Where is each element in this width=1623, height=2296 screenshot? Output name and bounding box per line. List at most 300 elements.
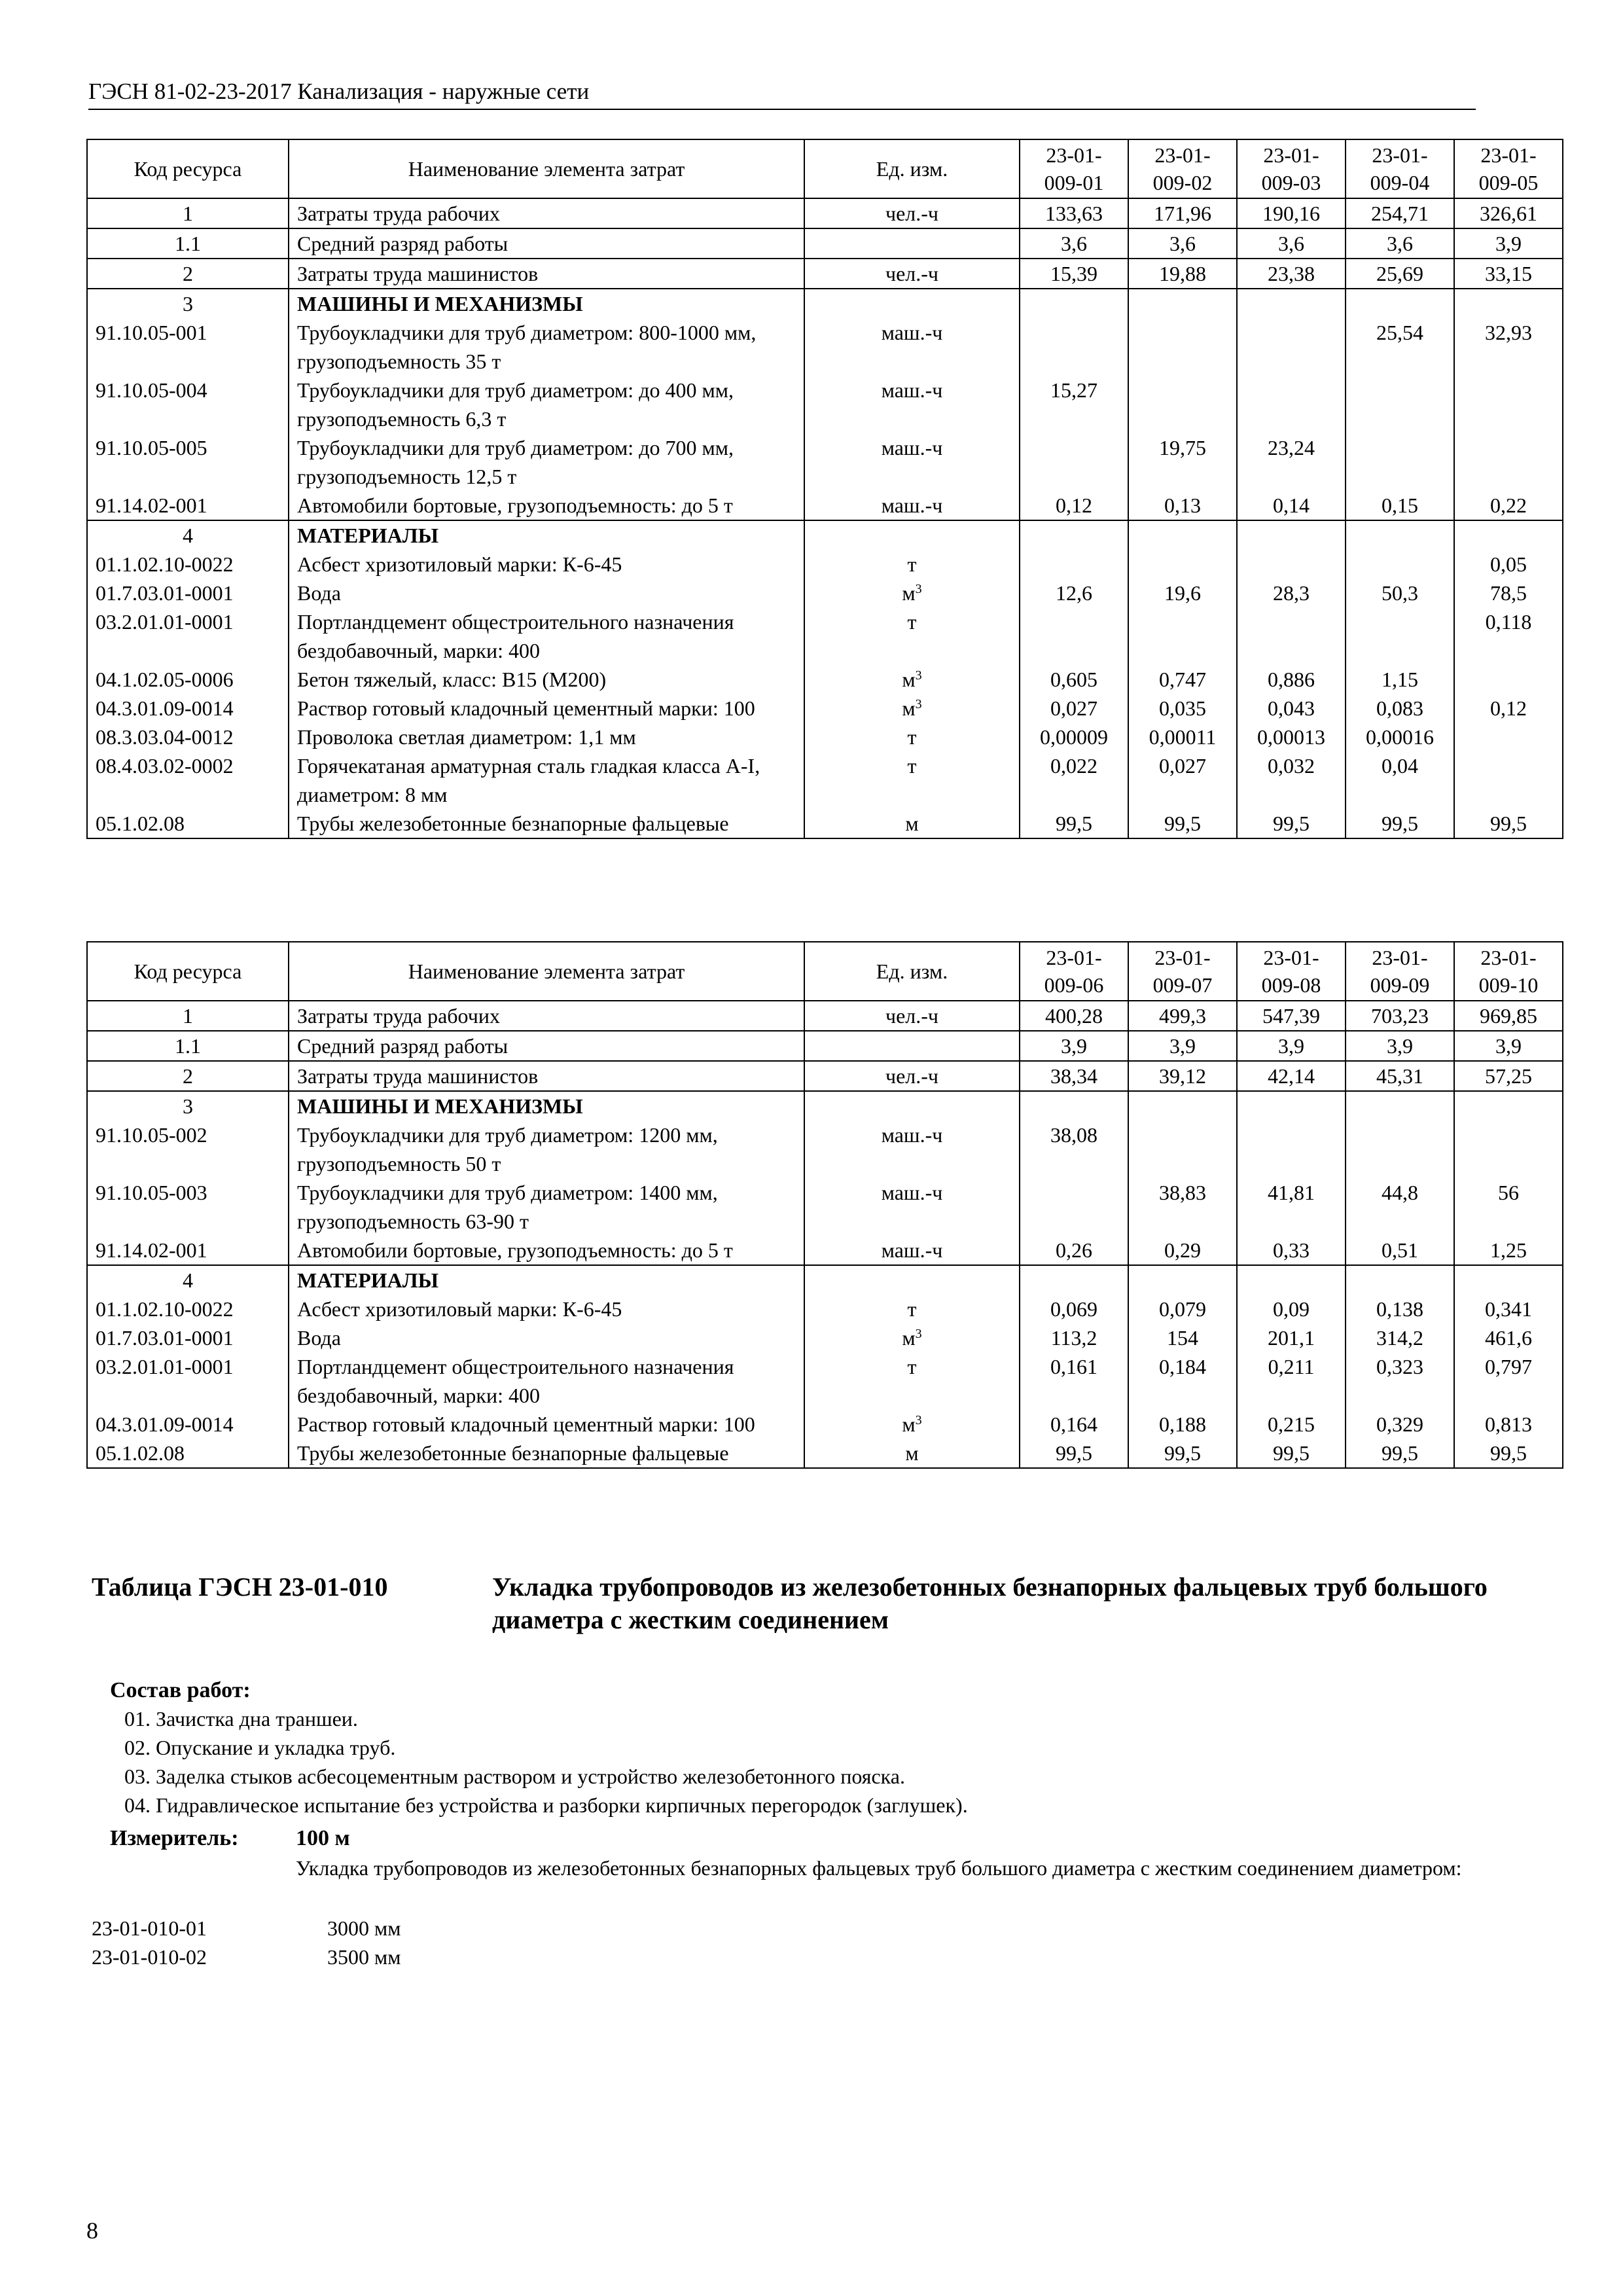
rate-value: 99,5 [1128,1439,1237,1468]
resource-name: Асбест хризотиловый марки: К-6-45 [289,1295,804,1323]
unit-text: м [905,812,919,835]
resource-code: 03.2.01.01-0001 [87,1352,289,1410]
rate-code: 23-01-010-02 [92,1945,207,1969]
resource-name: Средний разряд работы [289,228,804,259]
rate-value: 99,5 [1454,1439,1563,1468]
rate-value: 99,5 [1020,809,1128,838]
column-header-rate: 23-01-009-05 [1454,139,1563,198]
rate-value: 171,96 [1128,198,1237,228]
rate-value: 0,161 [1020,1352,1128,1410]
resource-unit [804,607,1020,665]
rate-value [1020,289,1128,318]
rate-value: 499,3 [1128,1001,1237,1031]
table-row [87,376,1563,433]
resource-unit [804,1031,1020,1061]
rate-value: 0,797 [1454,1352,1563,1410]
rate-value: 0,022 [1020,751,1128,809]
rate-value: 3,6 [1237,228,1346,259]
rate-value: 99,5 [1237,1439,1346,1468]
rate-value [1454,1091,1563,1121]
rate-value: 0,813 [1454,1410,1563,1439]
resource-unit [804,198,1020,228]
rate-value: 547,39 [1237,1001,1346,1031]
table-row [87,1323,1563,1352]
unit-text: чел.-ч [885,202,938,225]
resource-name: Трубы железобетонные безнапорные фальцевые [289,1439,804,1468]
table-row [87,433,1563,491]
meter-label: Измеритель: [110,1826,239,1850]
rate-value [1454,665,1563,694]
rate-value: 1,15 [1346,665,1454,694]
page-number: 8 [86,2217,98,2244]
rate-value [1454,289,1563,318]
rate-value [1128,376,1237,433]
rate-value: 3,6 [1346,228,1454,259]
column-header-code: Код ресурса [87,139,289,198]
rate-value [1128,289,1237,318]
unit-superscript: 3 [915,1413,922,1427]
resource-unit [804,259,1020,289]
rate-value [1020,318,1128,376]
work-item: 02. Опускание и укладка труб. [124,1736,396,1759]
rate-value: 0,079 [1128,1295,1237,1323]
rate-value: 99,5 [1128,809,1237,838]
rate-value: 3,9 [1454,1031,1563,1061]
rate-diameter: 3000 мм [327,1916,401,1940]
resource-code: 04.1.02.05-0006 [87,665,289,694]
resource-unit [804,1178,1020,1236]
resource-name: Затраты труда машинистов [289,1061,804,1091]
rate-value: 190,16 [1237,198,1346,228]
table-row [87,694,1563,723]
column-header-unit: Ед. изм. [804,139,1020,198]
resource-name: Портландцемент общестроительного назначения бездобавочный, марки: 400 [289,607,804,665]
rate-value: 0,341 [1454,1295,1563,1323]
rate-value: 326,61 [1454,198,1563,228]
rate-value: 0,29 [1128,1236,1237,1265]
rate-code: 23-01-010-01 [92,1916,207,1940]
table-row [87,520,1563,550]
rate-value: 0,09 [1237,1295,1346,1323]
resource-name: Затраты труда рабочих [289,1001,804,1031]
rate-value: 0,05 [1454,550,1563,579]
rate-value [1237,1091,1346,1121]
table-row [87,491,1563,520]
resource-name: Затраты труда рабочих [289,198,804,228]
resource-name: Проволока светлая диаметром: 1,1 мм [289,723,804,751]
table-label: Таблица ГЭСН 23-01-010 [92,1572,388,1602]
rate-value: 78,5 [1454,579,1563,607]
table-row [87,318,1563,376]
resource-name: Вода [289,579,804,607]
unit-superscript: 3 [915,1327,922,1341]
rate-value [1346,1265,1454,1295]
rate-value: 23,24 [1237,433,1346,491]
work-item: 04. Гидравлическое испытание без устройства и разборки кирпичных перегородок (заглушек). [124,1793,968,1817]
resource-unit [804,1061,1020,1091]
resource-name: Раствор готовый кладочный цементный марки: 100 [289,1410,804,1439]
unit-text: чел.-ч [885,1004,938,1028]
rate-value [1020,520,1128,550]
rate-value: 99,5 [1454,809,1563,838]
resource-code: 4 [87,520,289,550]
rate-value [1020,433,1128,491]
rate-value [1128,550,1237,579]
rate-value [1346,520,1454,550]
resource-name: Трубоукладчики для труб диаметром: 1200 мм, грузоподъемность 50 т [289,1121,804,1178]
resource-code: 1.1 [87,1031,289,1061]
table-row [87,1091,1563,1121]
resource-code: 01.7.03.01-0001 [87,579,289,607]
unit-text: т [907,725,917,749]
rate-value [1128,1091,1237,1121]
resource-code: 91.10.05-003 [87,1178,289,1236]
rate-value [1237,550,1346,579]
table-row [87,1121,1563,1178]
resource-code: 05.1.02.08 [87,809,289,838]
resource-name: Горячекатаная арматурная сталь гладкая класса А-I, диаметром: 8 мм [289,751,804,809]
rate-value: 23,38 [1237,259,1346,289]
rate-value: 56 [1454,1178,1563,1236]
unit-text: маш.-ч [881,1123,943,1147]
table-row [87,550,1563,579]
rate-value [1020,1265,1128,1295]
rate-value [1237,520,1346,550]
unit-text: маш.-ч [881,321,943,344]
resource-code: 1 [87,1001,289,1031]
rate-value: 0,12 [1454,694,1563,723]
rate-value [1020,550,1128,579]
unit-text: маш.-ч [881,378,943,402]
rate-value: 25,54 [1346,318,1454,376]
table-row [87,289,1563,318]
resource-code: 05.1.02.08 [87,1439,289,1468]
rate-value [1346,550,1454,579]
resource-code: 91.10.05-001 [87,318,289,376]
rate-value: 0,211 [1237,1352,1346,1410]
resource-name: Средний разряд работы [289,1031,804,1061]
resource-code: 91.14.02-001 [87,1236,289,1265]
rate-value: 400,28 [1020,1001,1128,1031]
rate-value: 3,9 [1346,1031,1454,1061]
column-header-name: Наименование элемента затрат [289,942,804,1001]
unit-text: маш.-ч [881,493,943,517]
rate-value: 0,027 [1128,751,1237,809]
rate-value [1454,1265,1563,1295]
resource-unit [804,1410,1020,1439]
rate-value: 703,23 [1346,1001,1454,1031]
resource-code: 3 [87,1091,289,1121]
resource-table-2 [86,941,1563,1469]
resource-unit [804,1091,1020,1121]
rate-value: 0,22 [1454,491,1563,520]
rate-value [1020,607,1128,665]
resource-unit [804,1265,1020,1295]
rate-value: 3,9 [1237,1031,1346,1061]
column-header-rate: 23-01-009-08 [1237,942,1346,1001]
resource-code: 04.3.01.09-0014 [87,1410,289,1439]
rate-value: 50,3 [1346,579,1454,607]
column-header-rate: 23-01-009-09 [1346,942,1454,1001]
resource-unit [804,1352,1020,1410]
resource-name: Трубоукладчики для труб диаметром: 1400 мм, грузоподъемность 63-90 т [289,1178,804,1236]
rate-value: 0,138 [1346,1295,1454,1323]
resource-name: Трубоукладчики для труб диаметром: до 700 мм, грузоподъемность 12,5 т [289,433,804,491]
rate-value [1346,376,1454,433]
rate-value: 133,63 [1020,198,1128,228]
rate-value: 15,27 [1020,376,1128,433]
resource-name: Затраты труда машинистов [289,259,804,289]
rate-value: 99,5 [1020,1439,1128,1468]
rate-value: 0,184 [1128,1352,1237,1410]
rate-value: 44,8 [1346,1178,1454,1236]
unit-text: м [902,1326,916,1350]
column-header-rate: 23-01-009-10 [1454,942,1563,1001]
table-row [87,1295,1563,1323]
work-item: 03. Заделка стыков асбесоцементным раствором и устройство железобетонного пояска. [124,1765,905,1788]
resource-unit [804,751,1020,809]
column-header-rate: 23-01-009-01 [1020,139,1128,198]
resource-code: 01.1.02.10-0022 [87,1295,289,1323]
rate-value: 57,25 [1454,1061,1563,1091]
unit-text: чел.-ч [885,1064,938,1088]
rate-value [1237,607,1346,665]
resource-code: 2 [87,259,289,289]
rate-value: 201,1 [1237,1323,1346,1352]
table-row [87,259,1563,289]
resource-unit [804,665,1020,694]
rate-value: 969,85 [1454,1001,1563,1031]
rate-value: 3,6 [1020,228,1128,259]
rate-value [1346,1091,1454,1121]
resource-code: 2 [87,1061,289,1091]
table-row [87,723,1563,751]
rate-value [1346,607,1454,665]
rate-value: 0,51 [1346,1236,1454,1265]
rate-value [1237,1121,1346,1178]
table-row [87,1031,1563,1061]
rate-value: 19,88 [1128,259,1237,289]
table-row [87,579,1563,607]
rate-value: 0,747 [1128,665,1237,694]
column-header-rate: 23-01-009-02 [1128,139,1237,198]
rate-value: 0,164 [1020,1410,1128,1439]
resource-unit [804,1001,1020,1031]
rate-value: 461,6 [1454,1323,1563,1352]
resource-name: МАШИНЫ И МЕХАНИЗМЫ [289,289,804,318]
rate-value: 0,26 [1020,1236,1128,1265]
column-header-name: Наименование элемента затрат [289,139,804,198]
rate-value: 15,39 [1020,259,1128,289]
resource-unit [804,694,1020,723]
rate-value: 0,035 [1128,694,1237,723]
rate-value [1454,433,1563,491]
column-header-code: Код ресурса [87,942,289,1001]
resource-unit [804,550,1020,579]
table-row [87,198,1563,228]
resource-name: Трубоукладчики для труб диаметром: 800-1000 мм, грузоподъемность 35 т [289,318,804,376]
rate-value: 0,605 [1020,665,1128,694]
rate-value: 3,9 [1020,1031,1128,1061]
table-title: Укладка трубопроводов из железобетонных безнапорных фальцевых труб большого диаметра с жестким соединением [492,1572,1488,1634]
unit-text: маш.-ч [881,436,943,459]
rate-value: 19,6 [1128,579,1237,607]
rate-value: 314,2 [1346,1323,1454,1352]
rate-value: 3,6 [1128,228,1237,259]
rate-value: 99,5 [1346,809,1454,838]
resource-code: 91.10.05-004 [87,376,289,433]
column-header-unit: Ед. изм. [804,942,1020,1001]
rate-value: 0,04 [1346,751,1454,809]
table-row [87,1265,1563,1295]
rate-value: 25,69 [1346,259,1454,289]
rate-value [1128,520,1237,550]
resource-code: 1 [87,198,289,228]
rate-value [1237,289,1346,318]
rate-value [1454,1121,1563,1178]
resource-name: Бетон тяжелый, класс: В15 (М200) [289,665,804,694]
running-header: ГЭСН 81-02-23-2017 Канализация - наружные сети [88,77,1476,110]
rate-value [1020,1178,1128,1236]
resource-code: 91.10.05-005 [87,433,289,491]
resource-unit [804,1236,1020,1265]
rate-value: 0,027 [1020,694,1128,723]
resource-unit [804,228,1020,259]
rate-value: 0,15 [1346,491,1454,520]
resource-code: 03.2.01.01-0001 [87,607,289,665]
unit-text: м [902,696,916,720]
rate-value: 0,329 [1346,1410,1454,1439]
resource-name: Трубы железобетонные безнапорные фальцевые [289,809,804,838]
rate-value [1346,289,1454,318]
rate-value: 0,083 [1346,694,1454,723]
unit-text: маш.-ч [881,1181,943,1204]
resource-name: Раствор готовый кладочный цементный марки: 100 [289,694,804,723]
rate-value: 0,323 [1346,1352,1454,1410]
rate-value: 0,00013 [1237,723,1346,751]
resource-code: 08.3.03.04-0012 [87,723,289,751]
rate-value: 99,5 [1346,1439,1454,1468]
rate-value: 0,12 [1020,491,1128,520]
table-row [87,1439,1563,1468]
table-row [87,1410,1563,1439]
unit-text: т [907,610,917,634]
rate-value: 113,2 [1020,1323,1128,1352]
rate-value: 0,043 [1237,694,1346,723]
unit-text: м [902,1412,916,1436]
rate-value: 32,93 [1454,318,1563,376]
unit-text: маш.-ч [881,1238,943,1262]
resource-unit [804,723,1020,751]
rate-value: 3,9 [1128,1031,1237,1061]
resource-name: Портландцемент общестроительного назначения бездобавочный, марки: 400 [289,1352,804,1410]
table-row [87,607,1563,665]
rate-value: 38,83 [1128,1178,1237,1236]
resource-name: МАШИНЫ И МЕХАНИЗМЫ [289,1091,804,1121]
table-row [87,751,1563,809]
rate-value: 0,069 [1020,1295,1128,1323]
table-header-row [87,942,1563,1001]
rate-value: 12,6 [1020,579,1128,607]
table-row [87,665,1563,694]
resource-unit [804,579,1020,607]
resource-code: 91.10.05-002 [87,1121,289,1178]
rate-value: 0,00009 [1020,723,1128,751]
rate-value: 38,34 [1020,1061,1128,1091]
rate-value: 0,00016 [1346,723,1454,751]
resource-unit [804,1323,1020,1352]
table-header-row [87,139,1563,198]
unit-text: т [907,1355,917,1378]
resource-unit [804,491,1020,520]
rate-value: 0,13 [1128,491,1237,520]
rate-value: 0,00011 [1128,723,1237,751]
rate-value: 0,188 [1128,1410,1237,1439]
rate-value: 33,15 [1454,259,1563,289]
resource-code: 1.1 [87,228,289,259]
resource-unit [804,376,1020,433]
rate-value [1237,318,1346,376]
rate-diameter: 3500 мм [327,1945,401,1969]
unit-text: м [902,668,916,691]
rate-value [1454,751,1563,809]
rate-value [1128,1265,1237,1295]
column-header-rate: 23-01-009-04 [1346,139,1454,198]
rate-value [1454,723,1563,751]
column-header-rate: 23-01-009-07 [1128,942,1237,1001]
column-header-rate: 23-01-009-06 [1020,942,1128,1001]
table-row [87,1061,1563,1091]
rate-value [1020,1091,1128,1121]
rate-value: 1,25 [1454,1236,1563,1265]
table-row [87,1178,1563,1236]
rate-value [1346,433,1454,491]
rate-value: 41,81 [1237,1178,1346,1236]
unit-superscript: 3 [915,697,922,711]
resource-name: Автомобили бортовые, грузоподъемность: до 5 т [289,491,804,520]
rate-value: 38,08 [1020,1121,1128,1178]
resource-name: Автомобили бортовые, грузоподъемность: до 5 т [289,1236,804,1265]
rate-value: 28,3 [1237,579,1346,607]
rate-value [1128,318,1237,376]
resource-code: 04.3.01.09-0014 [87,694,289,723]
resource-unit [804,433,1020,491]
resource-code: 91.14.02-001 [87,491,289,520]
resource-unit [804,1439,1020,1468]
meter-description: Укладка трубопроводов из железобетонных безнапорных фальцевых труб большого диаметра с жестким соединением диаметром: [296,1856,1462,1880]
work-item: 01. Зачистка дна траншеи. [124,1707,358,1731]
work-composition-list [124,1704,968,1820]
resource-unit [804,1121,1020,1178]
resource-name: МАТЕРИАЛЫ [289,520,804,550]
column-header-rate: 23-01-009-03 [1237,139,1346,198]
rate-value [1237,376,1346,433]
unit-text: чел.-ч [885,262,938,285]
table-row [87,809,1563,838]
unit-superscript: 3 [915,668,922,683]
resource-unit [804,520,1020,550]
rate-value [1454,376,1563,433]
table-row [87,228,1563,259]
rate-value: 154 [1128,1323,1237,1352]
resource-unit [804,318,1020,376]
unit-superscript: 3 [915,582,922,596]
rate-value: 0,33 [1237,1236,1346,1265]
resource-name: Вода [289,1323,804,1352]
rate-value: 0,14 [1237,491,1346,520]
rate-value [1237,1265,1346,1295]
resource-code: 08.4.03.02-0002 [87,751,289,809]
